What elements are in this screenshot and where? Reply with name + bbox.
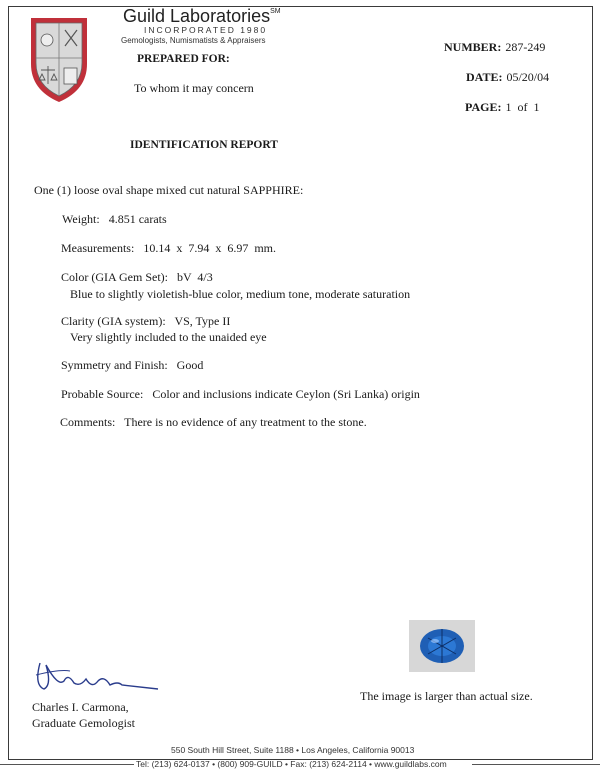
prepared-for-label: PREPARED FOR: <box>137 53 230 65</box>
footer-contact: Tel: (213) 624-0137 • (800) 909-GUILD • Fax: (213) 624-2114 • www.guildlabs.com <box>136 759 447 769</box>
color-line: Color (GIA Gem Set): bV 4/3 <box>61 270 213 284</box>
report-title: IDENTIFICATION REPORT <box>130 139 278 151</box>
company-tagline: Gemologists, Numismatists & Appraisers <box>121 36 266 45</box>
signer-name: Charles I. Carmona, <box>32 700 129 714</box>
date-label: DATE: <box>466 70 503 84</box>
footer-address: 550 South Hill Street, Suite 1188 • Los Angeles, California 90013 <box>171 745 415 755</box>
handwritten-signature <box>30 655 162 699</box>
gem-caption: The image is larger than actual size. <box>360 689 533 703</box>
clarity-description: Very slightly included to the unaided eye <box>70 330 267 344</box>
footer-rule-right <box>472 764 600 765</box>
source-line: Probable Source: Color and inclusions indicate Ceylon (Sri Lanka) origin <box>61 387 420 401</box>
page-border <box>8 6 593 760</box>
comments-line: Comments: There is no evidence of any treatment to the stone. <box>60 415 367 429</box>
color-description: Blue to slightly violetish-blue color, medium tone, moderate saturation <box>70 287 411 301</box>
prepared-for-recipient: To whom it may concern <box>134 81 254 95</box>
weight-line: Weight: 4.851 carats <box>62 212 167 226</box>
symmetry-line: Symmetry and Finish: Good <box>61 358 204 372</box>
signer-title: Graduate Gemologist <box>32 716 135 730</box>
service-mark: SM <box>270 8 281 15</box>
incorporated-line: INCORPORATED 1980 <box>144 25 268 35</box>
report-intro: One (1) loose oval shape mixed cut natural SAPPHIRE: <box>34 183 304 197</box>
footer-rule-left <box>0 764 134 765</box>
measurements-line: Measurements: 10.14 x 7.94 x 6.97 mm. <box>61 241 276 255</box>
report-number <box>444 38 545 56</box>
report-page <box>465 98 539 116</box>
page-value: 1 of 1 <box>505 100 540 114</box>
number-label: NUMBER: <box>444 40 502 54</box>
date-value: 05/20/04 <box>506 70 550 84</box>
clarity-line: Clarity (GIA system): VS, Type II <box>61 314 231 328</box>
number-value: 287-249 <box>505 40 546 54</box>
report-date <box>466 68 549 86</box>
company-name: Guild Laboratories℠ <box>123 6 281 26</box>
page-label: PAGE: <box>465 100 502 114</box>
guild-shield-logo <box>27 12 91 106</box>
sapphire-photo <box>409 620 475 672</box>
